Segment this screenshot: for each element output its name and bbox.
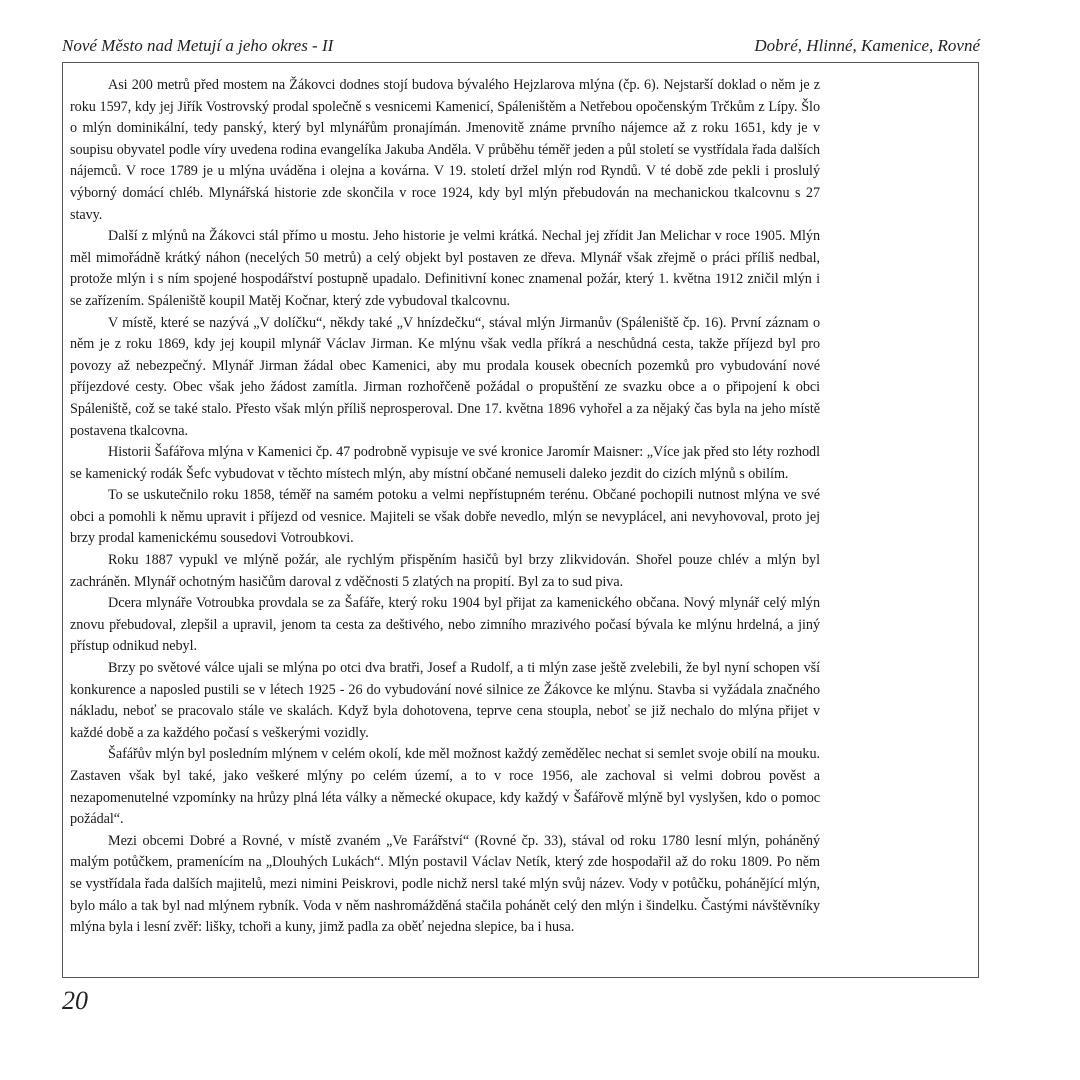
- paragraph: Další z mlýnů na Žákovci stál přímo u mostu. Jeho historie je velmi krátká. Nechal jej zřídit Jan Melichar v roce 1905. Mlýn měl mimořádně krátký náhon (necelých 50 metrů) a celý objekt byl postaven ze dřeva. Mlynář však zřejmě o práci příliš nedbal, protože mlýn i s ním spojené hospodářství postupně upadalo. Definitivní konec znamenal požár, který 1. května 1912 zničil mlýn i se zařízením. Spáleniště koupil Matěj Kočnar, který zde vybudoval tkalcovnu.: [70, 228, 820, 309]
- paragraph: To se uskutečnilo roku 1858, téměř na samém potoku a velmi nepřístupném terénu. Občané pochopili nutnost mlýna ve své obci a pomohli k němu upravit i příjezd od vesnice. Majiteli se však dobře nevedlo, mlýn se nevyplácel, ani nevyhovoval, proto jej brzy prodal kamenickému sousedovi Votroubkovi.: [70, 487, 820, 547]
- paragraph: Šafářův mlýn byl posledním mlýnem v celém okolí, kde měl možnost každý zemědělec nechat si semlet svoje obilí na mouku. Zastaven však byl také, jako veškeré mlýny po celém území, a to v roce 1956, ale zachoval si velmi dobrou pověst a nezapomenutelné vzpomínky na hrůzy plná léta války a německé okupace, kdy každý v Šafářově mlýně byl vyslyšen, kdo o pomoc požádal“.: [70, 746, 820, 828]
- paragraph: Historii Šafářova mlýna v Kamenici čp. 47 podrobně vypisuje ve své kronice Jaromír Maisner: „Více jak před sto léty rozhodl se kamenický rodák Šefc vybudovat v těchto místech mlýn, aby místní občané nemuseli daleko jezdit do cizích mlýnů s obilím.: [70, 444, 820, 482]
- body-text: [70, 75, 820, 939]
- running-header: [62, 36, 980, 62]
- paragraph: Roku 1887 vypukl ve mlýně požár, ale rychlým přispěním hasičů byl brzy zlikvidován. Shořel pouze chlév a mlýn byl zachráněn. Mlynář ochotným hasičům daroval z vděčnosti 5 zlatých na propití. Byl za to sud piva.: [70, 552, 820, 590]
- paragraph: V místě, které se nazývá „V dolíčku“, někdy také „V hnízdečku“, stával mlýn Jirmanův (Spáleniště čp. 16). První záznam o něm je z roku 1869, kdy jej koupil mlynář Václav Jirman. Ke mlýnu však vedla příkrá a neschůdná cesta, takže příjezd byl pro povozy až nebezpečný. Mlynář Jirman žádal obec Kamenici, aby mu prodala kousek obecních pozemků pro vybudování nové příjezdové cesty. Obec však jeho žádost zamítla. Jirman rozhořčeně požádal o propuštění ze svazku obce a o připojení k obci Spáleniště, což se také stalo. Přesto však mlýn příliš neprosperoval. Dne 17. května 1896 vyhořel a za nějaký čas byla na jeho místě postavena tkalcovna.: [70, 314, 820, 439]
- paragraph: Dcera mlynáře Votroubka provdala se za Šafáře, který roku 1904 byl přijat za kamenického občana. Nový mlynář celý mlýn znovu přebudoval, zlepšil a upravil, jenom ta cesta za deštivého, nebo zimního mrazivého počasí bývala ke mlýnu hrdelná, a jiný přístup odnikud nebyl.: [70, 595, 820, 655]
- header-chapter-title: Dobré, Hlinné, Kamenice, Rovné: [754, 36, 980, 55]
- paragraph: Brzy po světové válce ujali se mlýna po otci dva bratři, Josef a Rudolf, a ti mlýn zase ještě zvelebili, že byl nyní schopen vší konkurence a naposled pustili se v létech 1925 - 26 do vybudování nové silnice ze Žákovce ke mlýnu. Stavba si vyžádala značného nákladu, neboť se pracovalo stále ve skalách. Když byla dohotovena, teprve cena stoupla, neboť se již nechalo do mlýna přijet v každé době a za každého počasí s veškerými vozidly.: [70, 660, 820, 741]
- paragraph: Mezi obcemi Dobré a Rovné, v místě zvaném „Ve Farářství“ (Rovné čp. 33), stával od roku 1780 lesní mlýn, poháněný malým potůčkem, pramenícím na „Dlouhých Lukách“. Mlýn postavil Václav Netík, který zde hospodařil až do roku 1809. Po něm se vystřídala řada dalších majitelů, mezi nimini Peiskrovi, podle nichž nersl také mlýn svůj název. Vody v potůčku, pohánějící mlýn, bylo málo a tak byl nad mlýnem rybník. Voda v něm nashromážděná stačila pohánět celý den mlýn i šindelku. Častými návštěvníky mlýna byla i lesní zvěř: lišky, tchoři a kuny, jimž padla za oběť nejedna slepice, ba i husa.: [70, 832, 820, 936]
- header-book-title: Nové Město nad Metují a jeho okres - II: [62, 36, 334, 55]
- paragraph: Asi 200 metrů před mostem na Žákovci dodnes stojí budova bývalého Hejzlarova mlýna (čp. 6). Nejstarší doklad o něm je z roku 1597, kdy jej Jiřík Vostrovský prodal společně s vesnicemi Kamenicí, Spáleništěm a Netřebou opočenským Trčkům z Lípy. Šlo o mlýn dominikální, tedy panský, který byl mlynářům pronajímán. Jmenovitě známe prvního nájemce až z roku 1651, kdy je v soupisu obyvatel podle víry uvedena rodina evangelíka Jakuba Anděla. V průběhu téměř jeden a půl století se vystřídala řada dalších nájemců. V roce 1789 je u mlýna uváděna i olejna a kovárna. V 19. století držel mlýn rod Ryndů. V té době zde pekli i proslulý výborný domácí chléb. Mlynářská historie zde skončila v roce 1924, kdy byl mlýn přebudován na mechanickou tkalcovnu s 27 stavy.: [70, 77, 820, 223]
- page-number: 20: [62, 986, 88, 1015]
